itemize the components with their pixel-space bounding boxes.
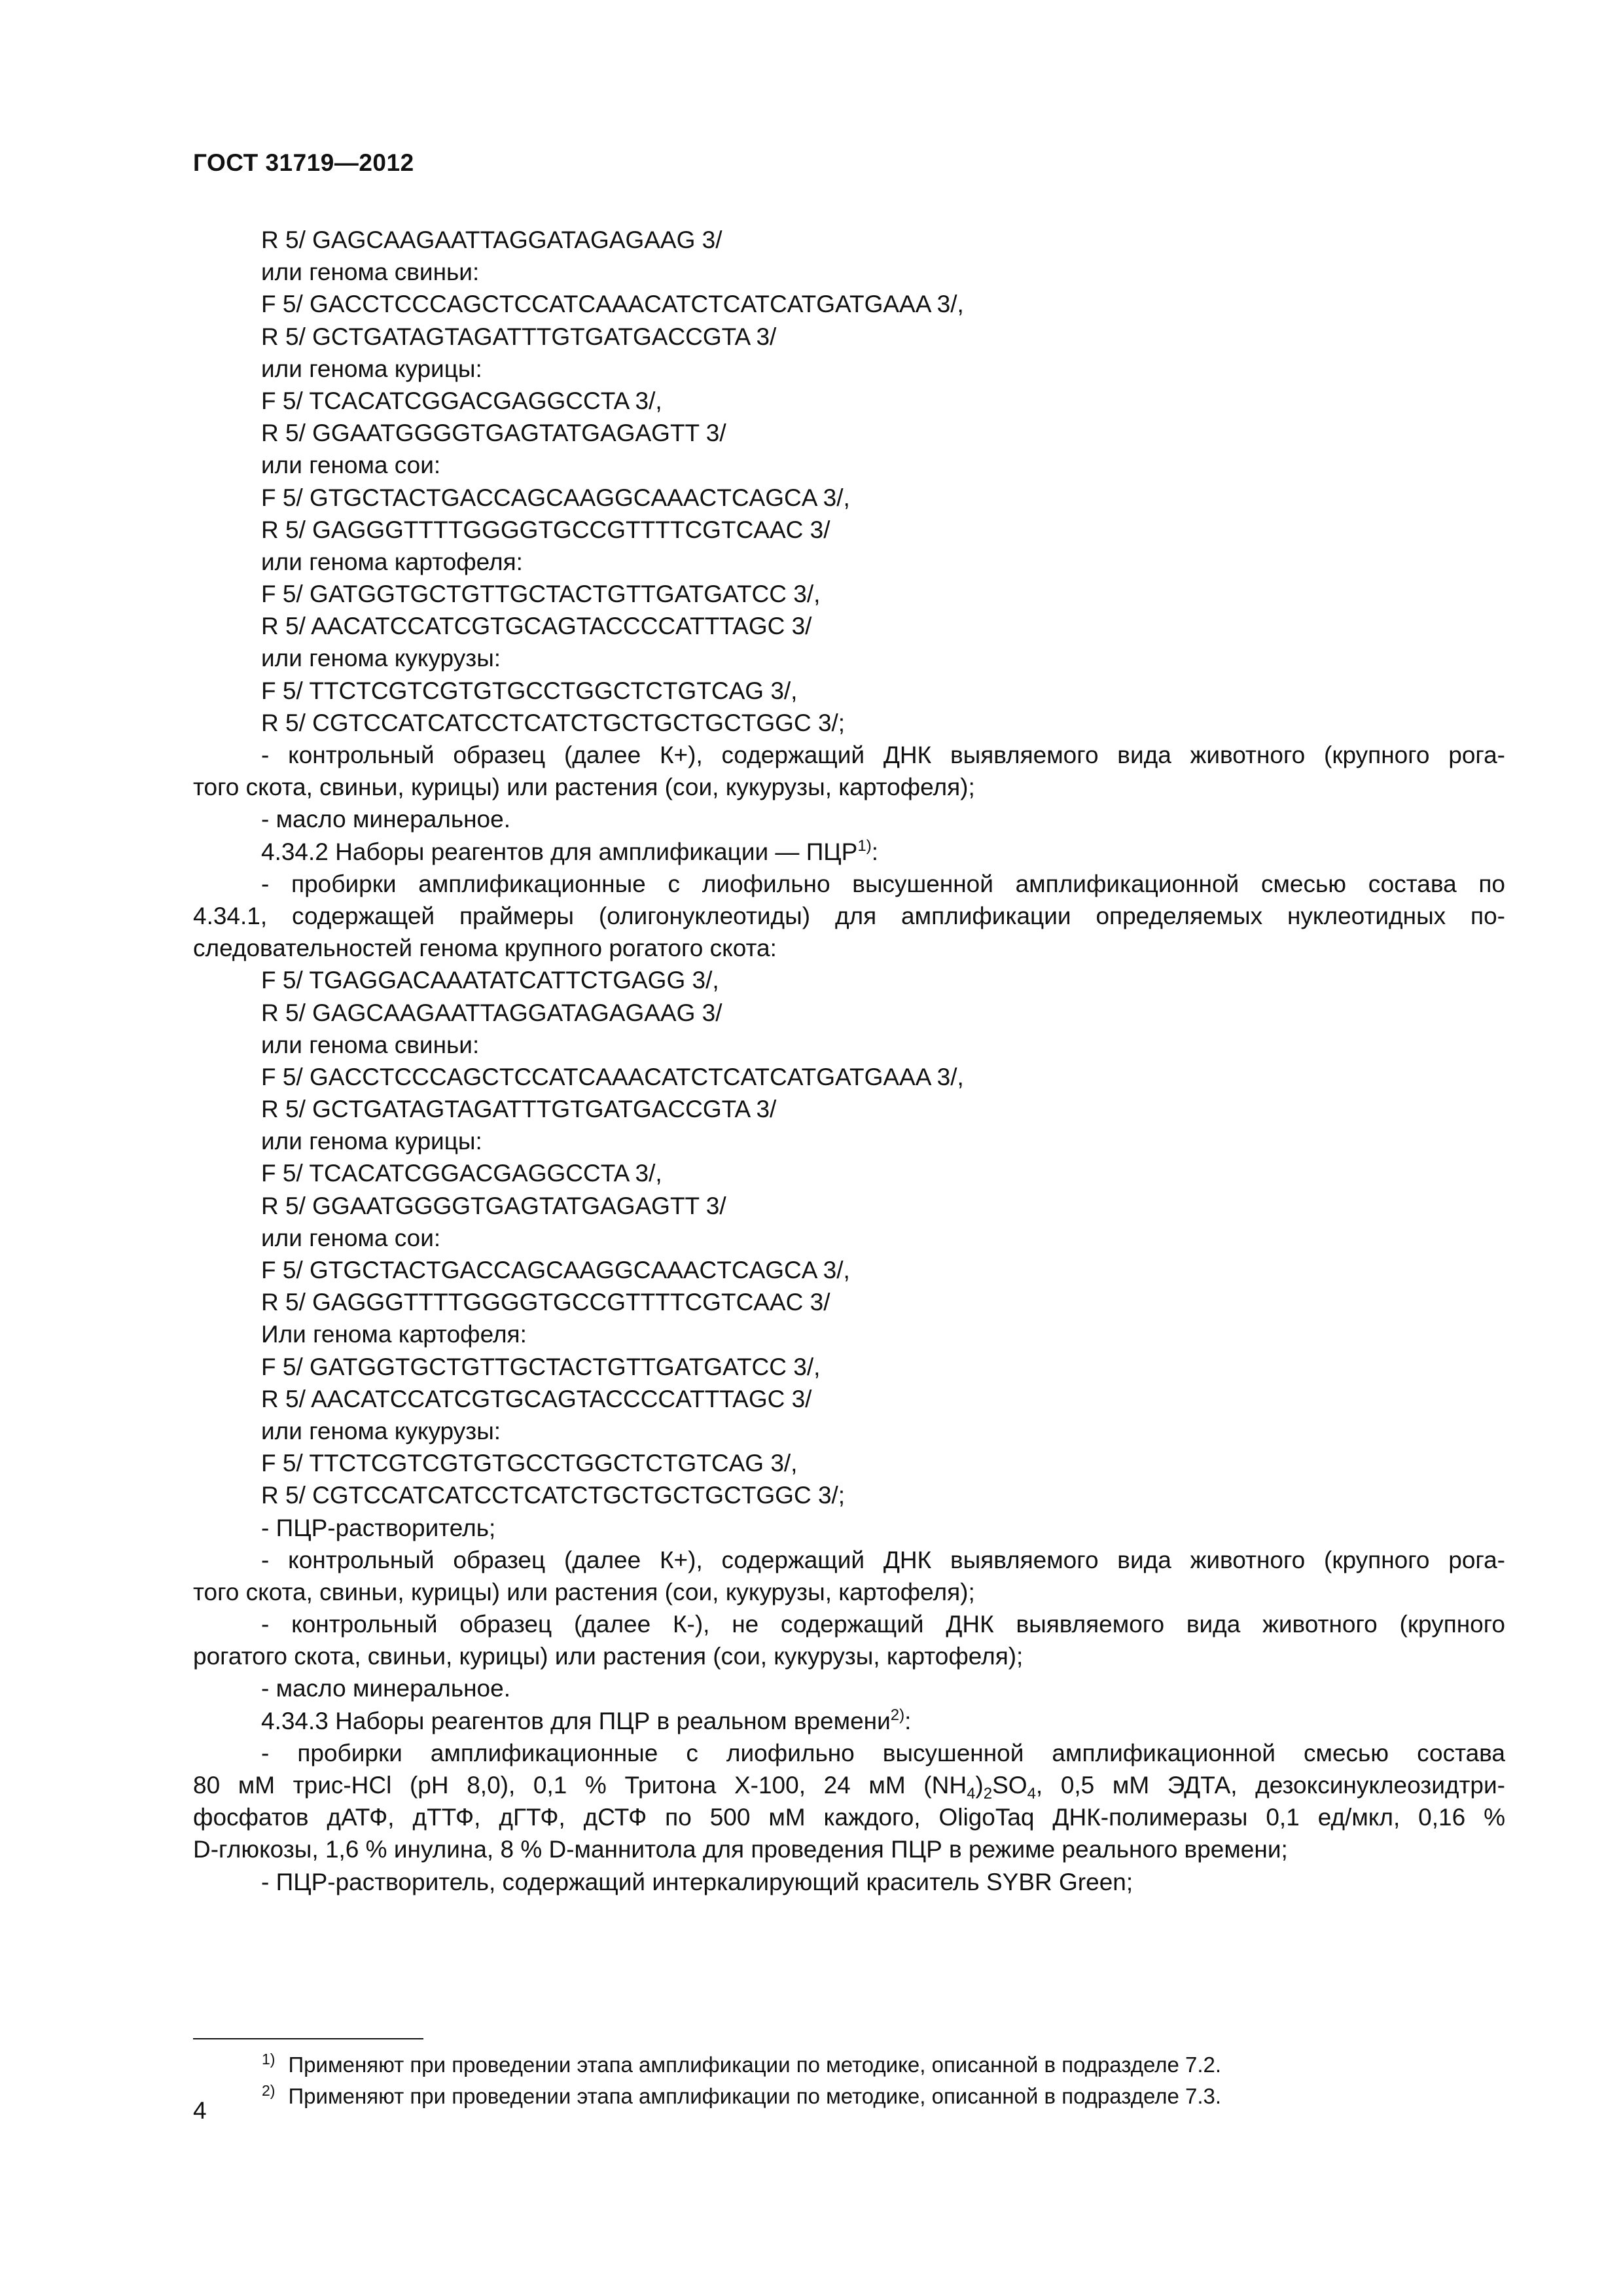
text-line: F 5/ GACCTCCCAGCTCCATCAAACATCTCATCATGATGAAA 3/, xyxy=(261,291,964,318)
text-line: R 5/ GGAATGGGGTGAGTATGAGAGTT 3/ xyxy=(261,1192,726,1219)
text-line: или генома курицы: xyxy=(261,355,482,382)
text-line: фосфатов дАТФ, дТТФ, дГТФ, дСТФ по 500 мМ каждого, OligoTaq ДНК-полимеразы 0,1 ед/мкл, 0,16 % xyxy=(193,1804,1505,1831)
footnote-ref[interactable]: 2) xyxy=(890,1706,905,1724)
text-line: - контрольный образец (далее К+), содержащий ДНК выявляемого вида животного (крупного рога- xyxy=(261,742,1505,768)
text-line: F 5/ TTCTCGTCGTGTGCCTGGCTCTGTCAG 3/, xyxy=(261,1450,798,1477)
footnote-ref[interactable]: 1) xyxy=(857,836,872,855)
text-line: или генома кукурузы: xyxy=(261,1417,501,1444)
text-line: F 5/ GACCTCCCAGCTCCATCAAACATCTCATCATGATGAAA 3/, xyxy=(261,1063,964,1090)
text-line: - пробирки амплификационные с лиофильно высушенной амплификационной смесью состава xyxy=(261,1739,1505,1767)
text-line: R 5/ GCTGATAGTAGATTTGTGATGACCGTA 3/ xyxy=(261,323,777,350)
text-line: или генома курицы: xyxy=(261,1128,482,1155)
text-line: F 5/ GTGCTACTGACCAGCAAGGCAAACTCAGCA 3/, xyxy=(261,484,850,511)
text-line: или генома свиньи: xyxy=(261,259,480,286)
text-line: F 5/ GATGGTGCTGTTGCTACTGTTGATGATCC 3/, xyxy=(261,581,821,608)
text-line: рогатого скота, свиньи, курицы) или растения (сои, кукурузы, картофеля); xyxy=(193,1643,1024,1670)
text-line: или генома свиньи: xyxy=(261,1031,480,1058)
page-body xyxy=(193,224,1505,1898)
text-line: - контрольный образец (далее К-), не содержащий ДНК выявляемого вида животного (крупного xyxy=(261,1611,1505,1638)
document-header: ГОСТ 31719—2012 xyxy=(193,149,414,176)
text-line: F 5/ TCACATCGGACGAGGCCTA 3/, xyxy=(261,1160,662,1187)
text-line: R 5/ GAGGGTTTTGGGGTGCCGTTTTCGTCAAC 3/ xyxy=(261,1289,830,1316)
text-line: D-глюкозы, 1,6 % инулина, 8 % D-маннитола для проведения ПЦР в режиме реального времени; xyxy=(193,1836,1288,1863)
text-line: 4.34.1, содержащей праймеры (олигонуклеотиды) для амплификации определяемых нуклеотидных по- xyxy=(193,902,1505,929)
text-line: R 5/ GGAATGGGGTGAGTATGAGAGTT 3/ xyxy=(261,420,726,447)
text-line: 80 мМ трис-HCl (pH 8,0), 0,1 % Тритона Х-100, 24 мМ $(NH_4)_2SO_4$, 0,5 мМ ЭДТА, дезоксинуклеозидтри- xyxy=(193,1772,1505,1802)
text-line: или генома картофеля: xyxy=(261,548,523,575)
page-number: 4 xyxy=(193,2097,207,2124)
text-line: F 5/ TGAGGACAAATATCATTCTGAGG 3/, xyxy=(261,967,719,994)
text-line: R 5/ AACATCCATCGTGCAGTACCCCATTTAGC 3/ xyxy=(261,1385,812,1412)
text-line: - пробирки амплификационные с лиофильно высушенной амплификационной смесью состава по xyxy=(261,870,1505,897)
text-line: следовательностей генома крупного рогатого скота: xyxy=(193,935,777,962)
section-heading: 4.34.3 Наборы реагентов для ПЦР в реальном времени$^{2)}$: xyxy=(261,1706,912,1734)
text-line: - ПЦР-растворитель; xyxy=(261,1514,496,1541)
text-line: R 5/ GAGCAAGAATTAGGATAGAGAAG 3/ xyxy=(261,226,722,253)
text-line: R 5/ GAGCAAGAATTAGGATAGAGAAG 3/ xyxy=(261,999,722,1026)
text-line: R 5/ AACATCCATCGTGCAGTACCCCATTTAGC 3/ xyxy=(261,613,812,640)
text-line: Или генома картофеля: xyxy=(261,1321,527,1348)
text-line: R 5/ GAGGGTTTTGGGGTGCCGTTTTCGTCAAC 3/ xyxy=(261,516,830,543)
text-line: или генома кукурузы: xyxy=(261,645,501,672)
section-heading: 4.34.2 Наборы реагентов для амплификации — ПЦР$^{1)}$: xyxy=(261,836,878,865)
footnote: $^{1)}$ Применяют при проведении этапа амплификации по методике, описанной в подразделе 7.2. xyxy=(262,2051,1222,2077)
text-line: R 5/ CGTCCATCATCCTCATCTGCTGCTGCTGGC 3/; xyxy=(261,709,846,736)
footnote-mark: 1) xyxy=(262,2051,276,2068)
text-line: или генома сои: xyxy=(261,452,441,479)
text-line: - масло минеральное. xyxy=(261,806,510,833)
text-line: F 5/ TCACATCGGACGAGGCCTA 3/, xyxy=(261,387,662,414)
footnote-divider xyxy=(193,2038,423,2039)
text-line: или генома сои: xyxy=(261,1224,441,1251)
text-line: того скота, свиньи, курицы) или растения (сои, кукурузы, картофеля); xyxy=(193,1578,975,1605)
footnote: $^{2)}$ Применяют при проведении этапа амплификации по методике, описанной в подразделе 7.3. xyxy=(262,2082,1222,2108)
footnote-mark: 2) xyxy=(262,2082,276,2099)
text-line: F 5/ GATGGTGCTGTTGCTACTGTTGATGATCC 3/, xyxy=(261,1353,821,1380)
text-line: R 5/ GCTGATAGTAGATTTGTGATGACCGTA 3/ xyxy=(261,1096,777,1123)
text-line: R 5/ CGTCCATCATCCTCATCTGCTGCTGCTGGC 3/; xyxy=(261,1482,846,1509)
text-line: F 5/ TTCTCGTCGTGTGCCTGGCTCTGTCAG 3/, xyxy=(261,677,798,704)
text-line: - контрольный образец (далее К+), содержащий ДНК выявляемого вида животного (крупного рога- xyxy=(261,1546,1505,1573)
text-line: - масло минеральное. xyxy=(261,1675,510,1702)
text-line: - ПЦР-растворитель, содержащий интеркалирующий краситель SYBR Green; xyxy=(261,1868,1133,1895)
text-line: F 5/ GTGCTACTGACCAGCAAGGCAAACTCAGCA 3/, xyxy=(261,1257,850,1283)
text-line: того скота, свиньи, курицы) или растения (сои, кукурузы, картофеля); xyxy=(193,774,975,801)
